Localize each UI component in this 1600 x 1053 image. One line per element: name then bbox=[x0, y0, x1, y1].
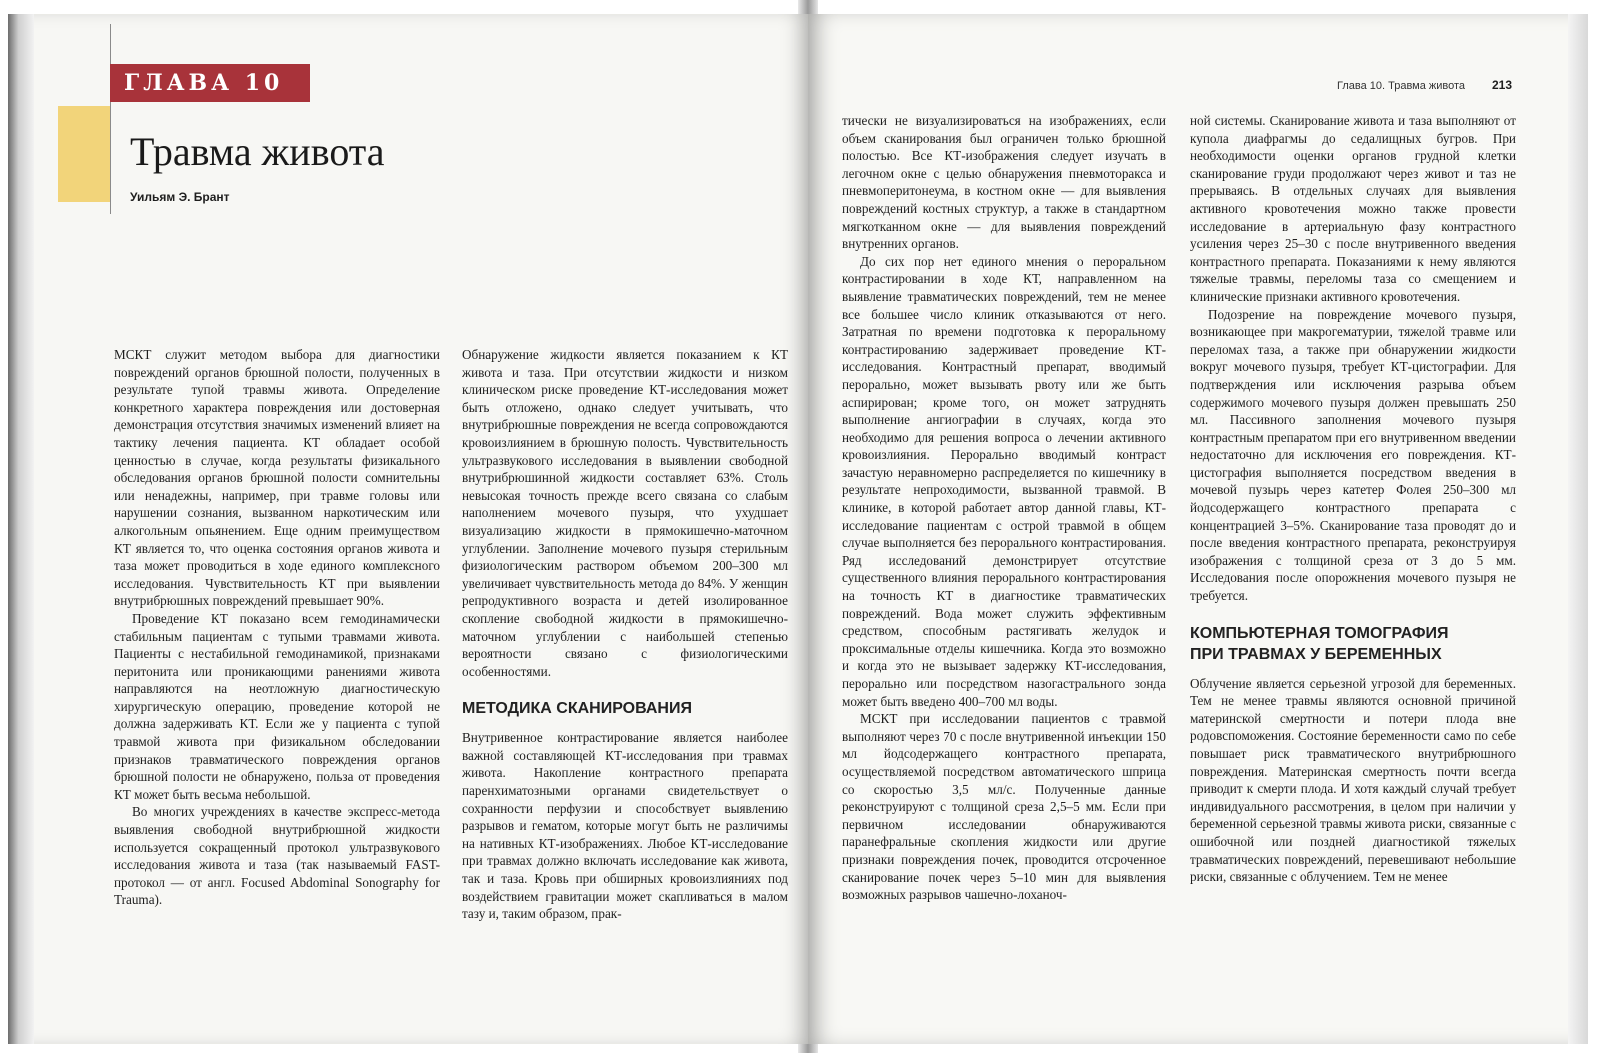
paragraph: ной системы. Сканирование живота и таза выполняют от купола диафрагмы до седалищных бугров. При необходимости оценки органов грудной клетки сканирование груди продолжают через живот и таз не прерываясь. В отдельных случаях для выявления активного кровотечения можно также провести исследование в артериальную фазу контрастного усиления через 25–30 с после внутривенного введения контрастного препарата. Показаниями к нему являются тяжелые травмы, переломы таза со смещением и клинические признаки активного кровотечения. bbox=[1190, 113, 1516, 304]
section-heading: МЕТОДИКА СКАНИРОВАНИЯ bbox=[462, 700, 692, 718]
paragraph: Внутривенное контрастирование является наиболее важной составляющей КТ-исследования при травмах живота. Накопление контрастного препарата паренхиматозными органами свидетельствует о сохранности перфузии и способствует выявлению разрывов и гематом, которые могут быть не различимы на нативных КТ-изображениях. Любое КТ-исследование при травмах должно включать исследование как живота, так и таза. Кровь при обширных кровоизлияниях под воздействием гравитации может скапливаться в малом тазу и, таким образом, прак- bbox=[462, 730, 788, 922]
section-heading-line: ПРИ ТРАВМАХ У БЕРЕМЕННЫХ bbox=[1190, 645, 1442, 663]
paragraph: Подозрение на повреждение мочевого пузыря, возникающее при макрогематурии, тяжелой травме или переломах таза, а также при обнаружении жидкости вокруг мочевого пузыря, требует КТ-цистографии. Для подтверждения или исключения разрыва объем содержимого мочевого пузыря должен превышать 250 мл. Пассивного заполнения мочевого пузыря контрастным препаратом при его внутривенном введении недостаточно для исключения его повреждения. КТ-цистография выполняется посредством введения в мочевой пузырь через катетер Фолея 250–300 мл йодсодержащего контрастного препарата с концентрацией 3–5%. Сканирование таза проводят до и после введения контрастного препарата, реконструируя изображения с толщиной среза от 3 до 5 мм. Исследования после опорожнения мочевого пузыря не требуется. bbox=[1190, 306, 1516, 604]
paragraph: МСКТ при исследовании пациентов с травмой выполняют через 70 с после внутривенной инъекции 150 мл йодсодержащего контрастного препарата, осуществляемой посредством автоматического шприца со скоростью 3,5 мл/с. Полученные данные реконструируют с толщиной среза 2,5–5 мм. Если при первичном исследовании обнаруживаются паранефральные скопления жидкости или другие признаки повреждения почек, проводится отсроченное сканирование почек через 5–10 мин для выявления возможных разрывов чашечно-лоханоч- bbox=[842, 711, 1166, 903]
paragraph: МСКТ служит методом выбора для диагностики повреждений органов брюшной полости, полученных в результате тупой травмы живота. Определение конкретного характера повреждения или достоверная демонстрация отсутствия значимых изменений влияет на тактику лечения пациента. КТ обладает особой ценностью в случае, когда результаты физикального обследования органов брюшной полости сомнительны или ненадежны, например, при травме головы или нарушении сознания, вызванном наркотическим или алкогольным опьянением. Еще одним преимуществом КТ является то, что оценка состояния органов живота и таза может проводиться в ходе единого комплексного исследования. Чувствительность КТ при выявлении внутрибрюшных повреждений превышает 90%. bbox=[114, 347, 440, 609]
paragraph: Во многих учреждениях в качестве экспресс-метода выявления свободной внутрибрюшной жидкости используется сокращенный протокол ультразвукового исследования живота и таза (так называемый FAST-протокол — от англ. Focused Abdominal Sonography for Trauma). bbox=[114, 804, 440, 908]
chapter-label: ГЛАВА 10 bbox=[110, 64, 310, 102]
section-heading bbox=[1190, 623, 1516, 665]
paragraph: До сих пор нет единого мнения о пероральном контрастировании в ходе КТ, направленном на выявление травматических повреждений, тем не менее все большее число клиник отказываются от него. Затратная по времени подготовка к пероральному контрастированию задерживает проведение КТ-исследования. Контрастный препарат, вводимый перорально, может вызывать рвоту или же быть аспирирован; кроме того, он может затруднять выполнение ангиографии в случаях, когда это необходимо для решения вопроса о лечении активного кровоизлияния. Перорально вводимый контраст зачастую неравномерно распределяется по кишечнику в результате непроходимости, вызванной травмой. В клинике, в которой работает автор данной главы, КТ-исследование пациентам с острой травмой в общем случае выполняется без перорального контрастирования. Ряд исследований демонстрирует отсутствие существенного влияния перорального контрастирования на точность КТ в диагностике травматических повреждений. Вода может служить эффективным средством, способным растягивать желудок и проксимальные отделы кишечника. Когда это возможно и когда это не вызывает задержку КТ-исследования, перорально или посредством назогастрального зонда может быть введено 400–700 мл воды. bbox=[842, 253, 1166, 709]
running-head: Глава 10. Травма живота bbox=[1337, 80, 1466, 92]
chapter-divider-line bbox=[110, 24, 111, 214]
chapter-title: Травма живота bbox=[130, 129, 385, 174]
paragraph: тически не визуализироваться на изображениях, если объем сканирования был ограничен только брюшной полостью. Все КТ-изображения следует изучать в легочном окне с целью обнаружения пневмоторакса и пневмоперитонеума, в костном окне — для выявления повреждений костных структур, а также в стандартном мягкотканном окне — для выявления повреждений внутренних органов. bbox=[842, 113, 1166, 252]
section-heading-line: КОМПЬЮТЕРНАЯ ТОМОГРАФИЯ bbox=[1190, 624, 1449, 642]
right-column-2 bbox=[1190, 112, 1516, 886]
page-number: 213 bbox=[1492, 78, 1513, 92]
paragraph: Облучение является серьезной угрозой для беременных. Тем не менее травмы являются основной причиной материнской смертности и потери плода вне родовспоможения. Состояние беременности само по себе повышает риск травматического внутрибрюшного повреждения. Материнская смертность почти всегда приводит к смерти плода. И хотя каждый случай требует индивидуального рассмотрения, в целом при наличии у беременной серьезной травмы живота риски, связанные с ошибочной или поздней диагностикой тяжелых травматических повреждений, перевешивают небольшие риски, связанные с облучением. Тем не менее bbox=[1190, 675, 1516, 885]
paragraph: Обнаружение жидкости является показанием к КТ живота и таза. При отсутствии жидкости и низком клиническом риске проведение КТ-исследования может быть отложено, однако следует учитывать, что внутрибрюшные повреждения не всегда сопровождаются кровоизлиянием в брюшную полость. Чувствительность ультразвукового исследования в выявлении свободной внутрибрюшинной жидкости составляет 63%. Столь невысокая точность прежде всего связана со слабым наполнением мочевого пузыря, что ухудшает визуализацию жидкости в прямокишечно-маточном углублении. Заполнение мочевого пузыря стерильным физиологическим раствором объемом 200–300 мл увеличивает чувствительность метода до 84%. У женщин репродуктивного возраста и детей изолированное скопление свободной жидкости в прямокишечно-маточном углублении с наибольшей степенью вероятности связано с физиологическими особенностями. bbox=[462, 347, 788, 679]
left-column-1 bbox=[114, 346, 440, 909]
paragraph: Проведение КТ показано всем гемодинамически стабильным пациентам с тупыми травмами живота. Пациенты с нестабильной гемодинамикой, признаками перитонита или проникающими ранениями живота направляются на неотложную диагностическую хирургическую операцию, проведение которой не должна задерживать КТ. Если же у пациента с тупой травмой живота при физикальном обследовании признаков травматического повреждения органов брюшной полости не обнаружено, польза от проведения КТ может быть весьма небольшой. bbox=[114, 610, 440, 802]
chapter-accent-block bbox=[58, 106, 110, 202]
left-column-2 bbox=[462, 346, 788, 923]
right-column-1 bbox=[842, 112, 1166, 904]
chapter-author: Уильям Э. Брант bbox=[130, 190, 230, 204]
